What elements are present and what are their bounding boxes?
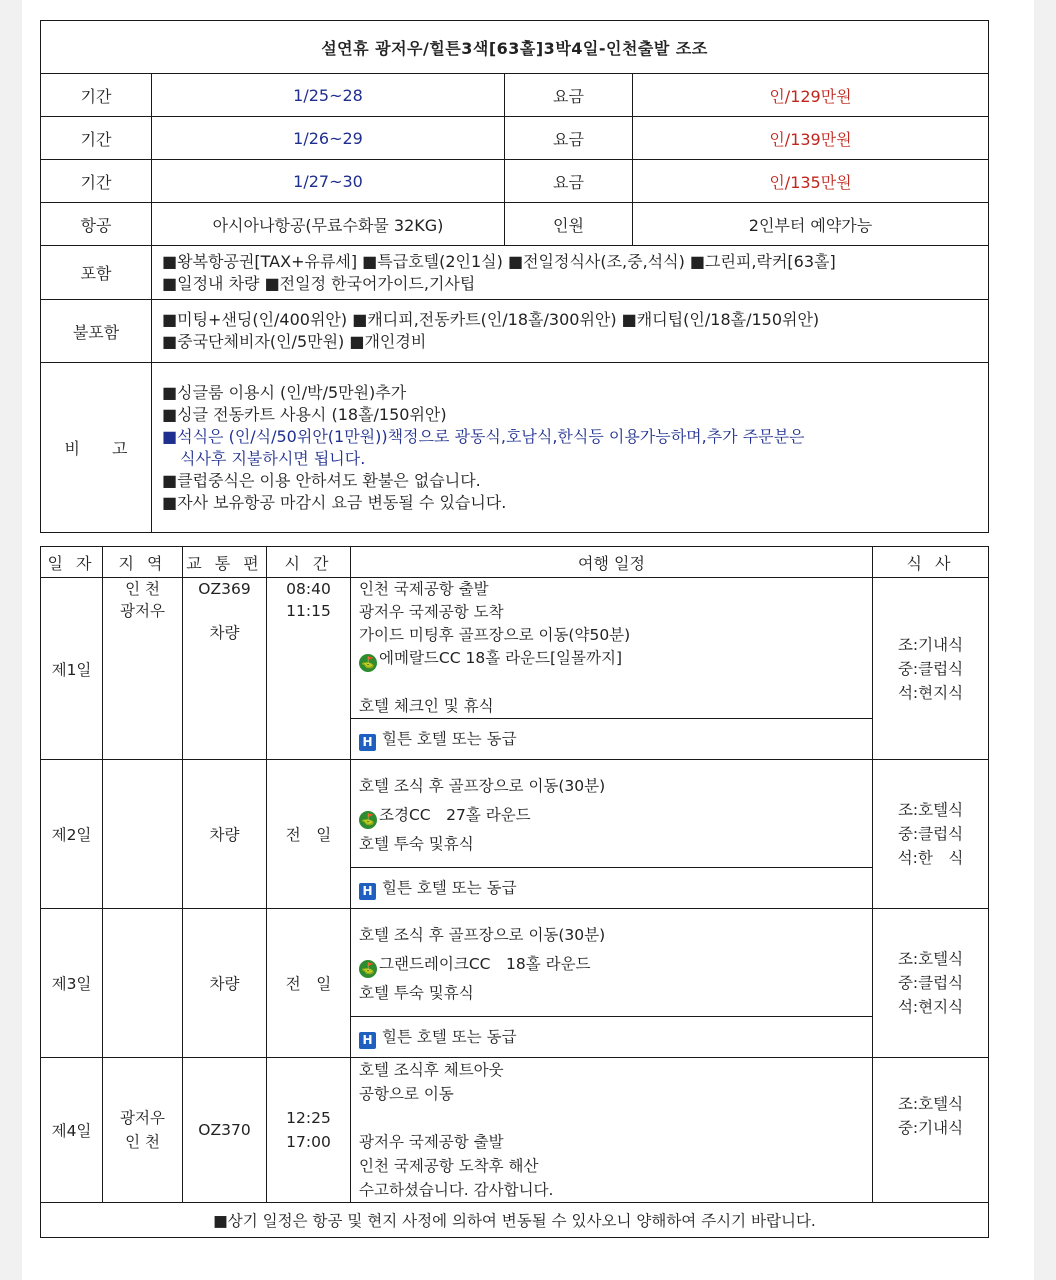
- hotel-icon: H: [359, 883, 376, 900]
- period-dates: 1/27~30: [152, 160, 505, 203]
- period-row: 기간 1/26~29 요금 인/139만원: [41, 117, 989, 160]
- golf-ball-icon: ⛳: [359, 654, 377, 672]
- itinerary-cell: 호텔 조식 후 골프장으로 이동(30분) ⛳ 조경CC 27홀 라운드 호텔 투숙 및휴식: [351, 760, 873, 868]
- day-label: 제4일: [41, 1058, 103, 1203]
- day-label: 제3일: [41, 909, 103, 1058]
- day4-row: [41, 1058, 989, 1203]
- include-list: ■왕복항공권[TAX+유류세] ■특급호텔(2인1실) ■전일정식사(조,중,석식) ■그린피,락커[63홀] ■일정내 차량 ■전일정 한국어가이드,기사팁: [152, 246, 989, 300]
- golf-ball-icon: ⛳: [359, 811, 377, 829]
- page-title: 설연휴 광저우/힐튼3색[63홀]3박4일-인천출발 조조: [41, 21, 989, 74]
- people-value: 2인부터 예약가능: [633, 203, 989, 246]
- period-row: 기간 1/27~30 요금 인/135만원: [41, 160, 989, 203]
- meal-cell: 조:기내식 중:클럽식 석:현지식: [873, 578, 989, 760]
- meal-cell: 조:호텔식 중:기내식: [873, 1058, 989, 1203]
- transport-cell: OZ370: [183, 1058, 267, 1203]
- schedule-table: [40, 546, 989, 1238]
- day3-row: [41, 909, 989, 1017]
- meal-cell: 조:호텔식 중:클럽식 석:현지식: [873, 909, 989, 1058]
- schedule-header: 일 자 지 역 교 통 편 시 간 여행 일정 식 사: [41, 547, 989, 578]
- time-cell: 08:40 11:15: [267, 578, 351, 760]
- hotel-line: H 힐튼 호텔 또는 동급: [351, 868, 873, 909]
- transport-cell: 차량: [183, 760, 267, 909]
- meal-cell: 조:호텔식 중:클럽식 석:한 식: [873, 760, 989, 909]
- hotel-icon: H: [359, 734, 376, 751]
- day2-row: [41, 760, 989, 868]
- airline-value: 아시아나항공(무료수화물 32KG): [152, 203, 505, 246]
- airline-row: 항공 아시아나항공(무료수화물 32KG) 인원 2인부터 예약가능: [41, 203, 989, 246]
- golf-ball-icon: ⛳: [359, 960, 377, 978]
- transport-cell: OZ369 차량: [183, 578, 267, 760]
- time-cell: 12:25 17:00: [267, 1058, 351, 1203]
- footer-note: ■상기 일정은 항공 및 현지 사정에 의하여 변동될 수 있사오니 양해하여 주시기 바랍니다.: [41, 1203, 989, 1238]
- transport-cell: 차량: [183, 909, 267, 1058]
- period-fee: 인/129만원: [633, 74, 989, 117]
- period-dates: 1/26~29: [152, 117, 505, 160]
- itinerary-cell: 인천 국제공항 출발 광저우 국제공항 도착 가이드 미팅후 골프장으로 이동(약50분) ⛳ 에메랄드CC 18홀 라운드[일몰까지] 호텔 체크인 및 휴식: [351, 578, 873, 719]
- include-row: 포함 ■왕복항공권[TAX+유류세] ■특급호텔(2인1실) ■전일정식사(조,중,석식) ■그린피,락커[63홀] ■일정내 차량 ■전일정 한국어가이드,기사팁: [41, 246, 989, 300]
- exclude-row: 불포함 ■미팅+샌딩(인/400위안) ■캐디피,전동카트(인/18홀/300위안) ■캐디팁(인/18홀/150위안) ■중국단체비자(인/5만원) ■개인경비: [41, 300, 989, 363]
- itinerary-cell: 호텔 조식 후 골프장으로 이동(30분) ⛳ 그랜드레이크CC 18홀 라운드 호텔 투숙 및휴식: [351, 909, 873, 1017]
- region-cell: 광저우 인 천: [103, 1058, 183, 1203]
- period-fee: 인/139만원: [633, 117, 989, 160]
- hotel-line: H 힐튼 호텔 또는 동급: [351, 1017, 873, 1058]
- day1-row: [41, 578, 989, 719]
- exclude-list: ■미팅+샌딩(인/400위안) ■캐디피,전동카트(인/18홀/300위안) ■캐디팁(인/18홀/150위안) ■중국단체비자(인/5만원) ■개인경비: [152, 300, 989, 363]
- time-cell: 전 일: [267, 909, 351, 1058]
- day-label: 제2일: [41, 760, 103, 909]
- itinerary-cell: 호텔 조식후 체트아웃 공항으로 이동 광저우 국제공항 출발 인천 국제공항 도착후 해산 수고하셨습니다. 감사합니다.: [351, 1058, 873, 1203]
- day-label: 제1일: [41, 578, 103, 760]
- notes-list: ■싱글룸 이용시 (인/박/5만원)추가 ■싱글 전동카트 사용시 (18홀/150위안) ■석식은 (인/식/50위안(1만원))책정으로 광동식,호남식,한식등 이용가능하며,추가 주문분은 식사후 지불하시면 됩니다. ■클럽중식은 이용 안하셔도 환불은 없습니다. ■자사 보유항공 마감시 요금 변동될 수 있습니다.: [152, 363, 989, 533]
- time-cell: 전 일: [267, 760, 351, 909]
- info-table: [40, 20, 989, 533]
- notes-row: 비 고 ■싱글룸 이용시 (인/박/5만원)추가 ■싱글 전동카트 사용시 (18홀/150위안) ■석식은 (인/식/50위안(1만원))책정으로 광동식,호남식,한식등 이용가능하며,추가 주문분은 식사후 지불하시면 됩니다. ■클럽중식은 이용 안하셔도 환불은 없습니다. ■자사 보유항공 마감시 요금 변동될 수 있습니다.: [41, 363, 989, 533]
- region-cell: [103, 760, 183, 909]
- hotel-icon: H: [359, 1032, 376, 1049]
- hotel-line: H 힐튼 호텔 또는 동급: [351, 719, 873, 760]
- period-row: 기간 1/25~28 요금 인/129만원: [41, 74, 989, 117]
- region-cell: [103, 909, 183, 1058]
- region-cell: 인 천 광저우: [103, 578, 183, 760]
- period-dates: 1/25~28: [152, 74, 505, 117]
- period-fee: 인/135만원: [633, 160, 989, 203]
